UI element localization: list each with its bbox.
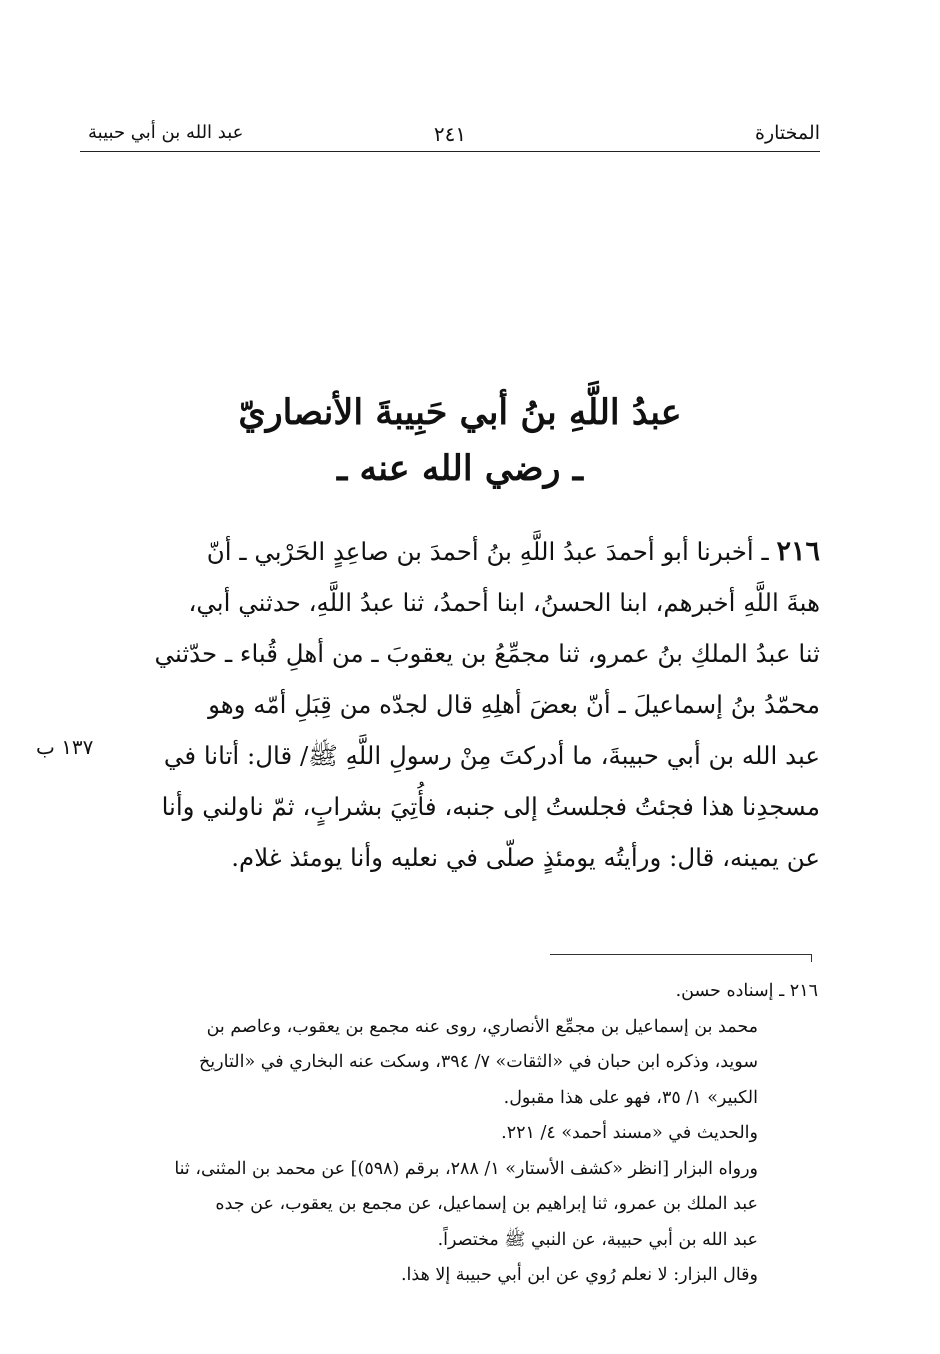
section-title-name: عبدُ اللَّهِ بنُ أبي حَبِيبةَ الأنصاريّ xyxy=(238,392,682,433)
manuscript-folio-note: ١٣٧ ب xyxy=(36,735,94,759)
hadith-number: ٢١٦ xyxy=(776,536,820,567)
section-title xyxy=(90,385,830,497)
footnote-line: عبد الملك بن عمرو، ثنا إبراهيم بن إسماعيل، عن مجمع بن يعقوب، عن جده xyxy=(215,1194,758,1214)
footnote-line: ورواه البزار [انظر «كشف الأستار» ١/ ٢٨٨، برقم (٥٩٨)] عن محمد بن المثنى، ثنا xyxy=(174,1158,758,1179)
hadith-line-text: ـ أخبرنا أبو أحمدَ عبدُ اللَّهِ بنُ أحمدَ بن صاعِدٍ الحَرْبي ـ أنّ xyxy=(206,537,769,566)
header-rule xyxy=(80,151,820,152)
hadith-text xyxy=(120,526,820,883)
hadith-line: مسجدِنا هذا فجئتُ فجلستُ إلى جنبه، فأُتِيَ بشرابٍ، ثمّ ناولني وأنا xyxy=(161,792,820,821)
hadith-line: ثنا عبدُ الملكِ بنُ عمرو، ثنا مجمِّعُ بن يعقوبَ ـ من أهلِ قُباء ـ حدّثني xyxy=(154,639,820,668)
hadith-line xyxy=(120,526,820,577)
footnote-line: والحديث في «مسند أحمد» ٤/ ٢٢١. xyxy=(501,1123,758,1143)
footnotes xyxy=(118,974,818,1294)
footnote-line: عبد الله بن أبي حبيبة، عن النبي ﷺ مختصراً. xyxy=(437,1229,758,1250)
footnote-line: وقال البزار: لا نعلم رُوي عن ابن أبي حبيبة إلا هذا. xyxy=(400,1265,758,1285)
footnote-line: محمد بن إسماعيل بن مجمِّع الأنصاري، روى عنه مجمع بن يعقوب، وعاصم بن xyxy=(206,1016,758,1037)
hadith-line: هبةَ اللَّهِ أخبرهم، ابنا الحسنُ، ابنا أحمدُ، ثنا عبدُ اللَّهِ، حدثني أبي، xyxy=(188,588,820,617)
hadith-line: عبد الله بن أبي حبيبةَ، ما أدركتَ مِنْ رسولِ اللَّهِ ﷺ/ قال: أتانا في xyxy=(163,741,820,770)
hadith-line: عن يمينه، قال: ورأيتُه يومئذٍ صلّى في نعليه وأنا يومئذ غلام. xyxy=(231,843,820,872)
footnote-line: سويد، وذكره ابن حبان في «الثقات» ٧/ ٣٩٤، وسكت عنه البخاري في «التاريخ xyxy=(199,1052,758,1072)
hadith-line: محمّدُ بنُ إسماعيلَ ـ أنّ بعضَ أهلِهِ قال لجدّه من قِبَلِ أمّه وهو xyxy=(208,690,820,719)
book-title: المختارة xyxy=(755,122,820,144)
section-title-blessing: ـ رضي الله عنه ـ xyxy=(337,448,583,489)
footnote-separator xyxy=(550,954,812,955)
chapter-title: عبد الله بن أبي حبيبة xyxy=(88,122,244,143)
footnote-line: ٢١٦ ـ إسناده حسن. xyxy=(675,981,818,1001)
page-number: ٢٤١ xyxy=(433,122,467,146)
footnote-line: الكبير» ١/ ٣٥، فهو على هذا مقبول. xyxy=(503,1087,758,1108)
page-header xyxy=(80,112,820,152)
